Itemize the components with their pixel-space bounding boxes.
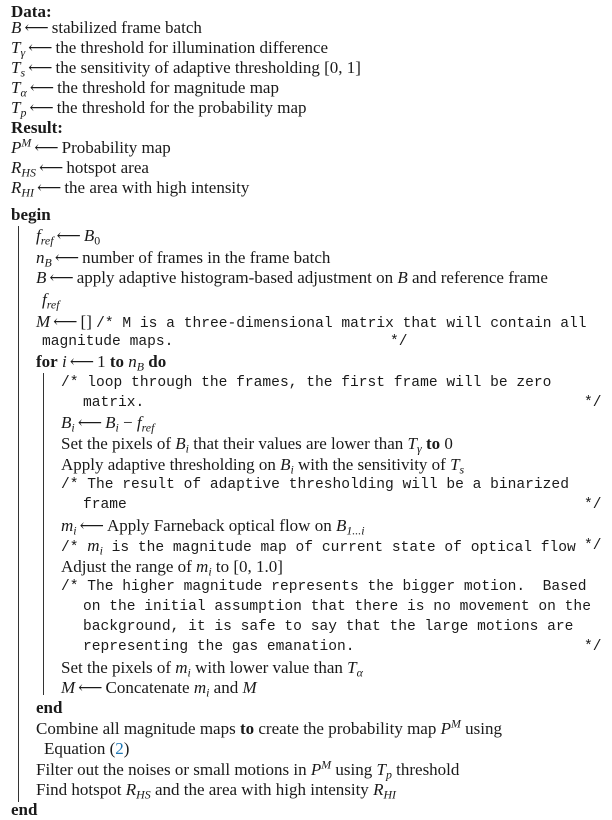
data-item-talpha: $T_\alpha$ ⟵ the threshold for magnitude map <box>11 78 279 100</box>
comment-higher-magnitude-l2: on the initial assumption that there is no movement on the <box>83 599 591 615</box>
stmt-adjust-range: Adjust the range of $m_i$ to [0, 1.0] <box>61 557 283 579</box>
comment-loop-cont: matrix. <box>83 395 145 411</box>
for-loop-header: for i ⟵ 1 to $n_B$ do <box>36 352 167 374</box>
stmt-bi-assign: $B_i$ ⟵ $B_i - f_{ref}$ <box>61 413 155 435</box>
comment-higher-magnitude-l4: representing the gas emanation. <box>83 639 355 655</box>
data-heading: Data: <box>11 2 52 21</box>
data-item-b: B ⟵ stabilized frame batch <box>11 18 202 37</box>
data-item-tgamma: $T_\gamma$ ⟵ the threshold for illumination difference <box>11 38 329 60</box>
result-heading: Result: <box>11 118 63 137</box>
end-for-keyword: end <box>36 698 63 717</box>
data-item-tp: $T_p$ ⟵ the threshold for the probability map <box>11 98 307 120</box>
comment-end-m-init: */ <box>390 334 408 350</box>
comment-binarized-cont: frame <box>83 497 127 513</box>
stmt-m-init: M ⟵ [] /* M is a three-dimensional matrix that will contain all <box>36 312 587 332</box>
comment-magnitude-map: /* $m_i$ is the magnitude map of current state of optical flow <box>61 536 576 558</box>
comment-end-magnitude-map: */ <box>584 538 602 554</box>
stmt-nb-assign: $n_B$ ⟵ number of frames in the frame batch <box>36 248 331 270</box>
comment-m-init-cont: magnitude maps. <box>42 334 174 350</box>
equation-ref-link[interactable]: 2 <box>115 739 124 758</box>
stmt-fref-assign: $f_{ref}$ ⟵ $B_0$ <box>36 226 101 248</box>
stmt-set-pixels-zero: Set the pixels of $B_i$ that their values are lower than $T_\gamma$ to 0 <box>61 434 453 456</box>
comment-loop: /* loop through the frames, the first frame will be zero <box>61 375 552 391</box>
comment-end-loop: */ <box>584 395 602 411</box>
for-block-rule <box>43 373 44 695</box>
stmt-combine: Combine all magnitude maps to create the probability map $P^M$ using <box>36 716 502 738</box>
stmt-concatenate: M ⟵ Concatenate $m_i$ and M <box>61 678 257 700</box>
data-item-ts: $T_s$ ⟵ the sensitivity of adaptive thresholding [0, 1] <box>11 58 361 80</box>
stmt-combine-cont: Equation (2) <box>44 739 130 758</box>
comment-binarized: /* The result of adaptive thresholding will be a binarized <box>61 477 569 493</box>
stmt-apply-thresholding: Apply adaptive thresholding on $B_i$ with the sensitivity of $T_s$ <box>61 455 465 477</box>
comment-end-higher-magnitude: */ <box>584 639 602 655</box>
begin-block-rule <box>18 226 19 802</box>
stmt-mi-assign: $m_i$ ⟵ Apply Farneback optical flow on $B_{1...i}$ <box>61 516 365 538</box>
result-item-rhs: $R_{HS}$ ⟵ hotspot area <box>11 158 149 180</box>
comment-higher-magnitude-l3: background, it is safe to say that the large motions are <box>83 619 574 635</box>
comment-end-binarized: */ <box>584 497 602 513</box>
begin-keyword: begin <box>11 205 51 224</box>
stmt-set-lower-value: Set the pixels of $m_i$ with lower value than $T_\alpha$ <box>61 658 363 680</box>
result-item-rhi: $R_{HI}$ ⟵ the area with high intensity <box>11 178 250 200</box>
end-keyword: end <box>11 800 38 819</box>
result-item-pm: $P^M$ ⟵ Probability map <box>11 135 171 157</box>
comment-higher-magnitude: /* The higher magnitude represents the bigger motion. Based <box>61 579 587 595</box>
stmt-filter: Filter out the noises or small motions in $P^M$ using $T_p$ threshold <box>36 757 460 782</box>
stmt-b-adjust: B ⟵ apply adaptive histogram-based adjustment on B and reference frame <box>36 268 548 287</box>
stmt-b-adjust-cont: $f_{ref}$ <box>42 290 60 312</box>
stmt-find-hotspot: Find hotspot $R_{HS}$ and the area with high intensity $R_{HI}$ <box>36 780 396 802</box>
